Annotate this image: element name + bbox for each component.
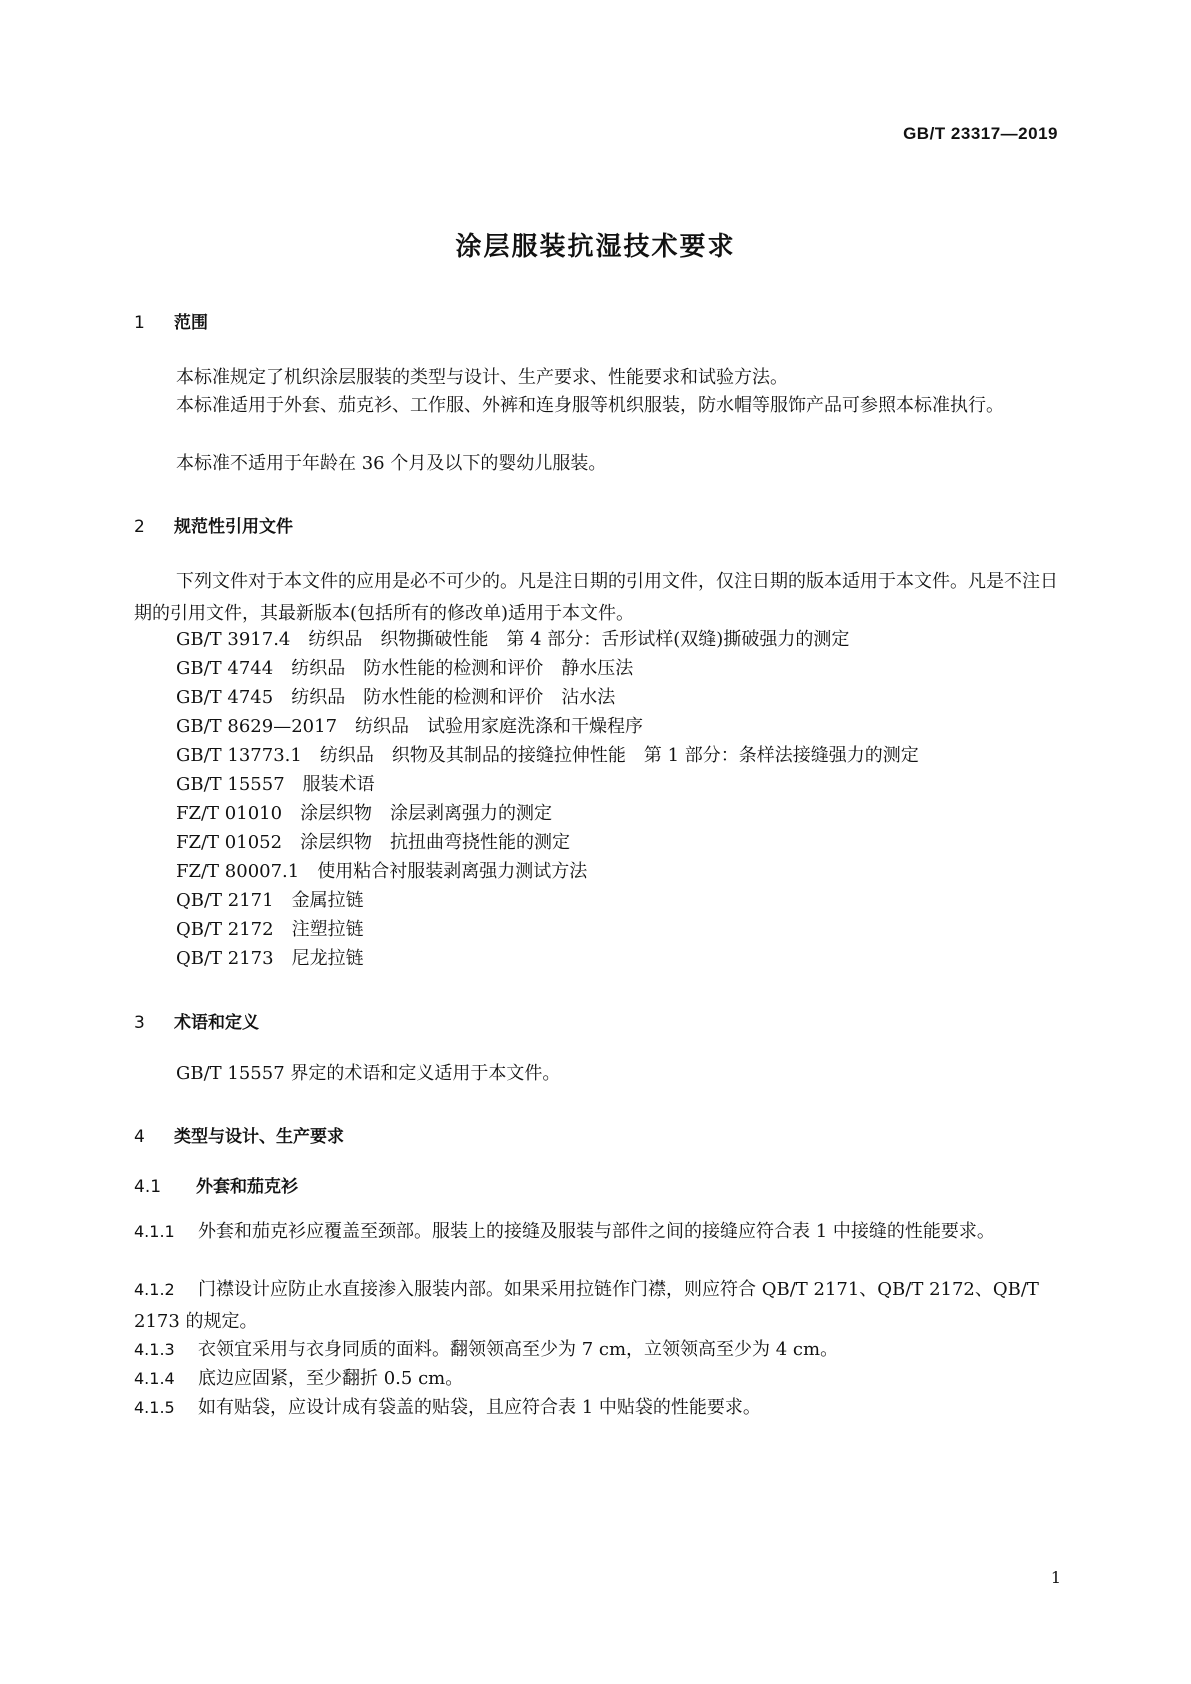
document-title: 涂层服装抗湿技术要求 (455, 232, 736, 262)
section-title: 类型与设计、生产要求 (174, 1127, 344, 1147)
reference-item (176, 740, 919, 772)
clause-number: 4.1.5 (134, 1398, 175, 1417)
reference-title: 纺织品 防水性能的检测和评价 沾水法 (291, 687, 616, 708)
reference-title: 涂层织物 涂层剥离强力的测定 (300, 803, 553, 824)
scope-paragraph-2: 本标准适用于外套、茄克衫、工作服、外裤和连身服等机织服装，防水帽等服饰产品可参照本标准执行。 (176, 395, 1004, 416)
reference-code: QB/T 2172 (176, 919, 274, 940)
clause-text: 外套和茄克衫应覆盖至颈部。服装上的接缝及服装与部件之间的接缝应符合表 1 中接缝的性能要求。 (198, 1221, 995, 1242)
terms-paragraph: GB/T 15557 界定的术语和定义适用于本文件。 (176, 1063, 561, 1084)
clause-text: 衣领宜采用与衣身同质的面料。翻领领高至少为 7 cm，立领领高至少为 4 cm。 (198, 1339, 839, 1360)
subsection-number: 4.1 (134, 1177, 162, 1197)
reference-title: 服装术语 (302, 774, 375, 795)
section-title: 术语和定义 (174, 1013, 259, 1033)
reference-code: FZ/T 80007.1 (176, 861, 300, 882)
section-number: 4 (134, 1127, 145, 1147)
reference-code: FZ/T 01052 (176, 832, 283, 853)
reference-item (176, 798, 552, 830)
clause-number: 4.1.2 (134, 1280, 175, 1299)
section-2-heading (134, 512, 293, 537)
reference-item (176, 682, 615, 714)
clause-text: 如有贴袋，应设计成有袋盖的贴袋，且应符合表 1 中贴袋的性能要求。 (198, 1397, 761, 1418)
reference-item (176, 856, 587, 888)
clause-4-1-4 (134, 1363, 1058, 1395)
section-number: 1 (134, 313, 145, 333)
scope-paragraph-1: 本标准规定了机织涂层服装的类型与设计、生产要求、性能要求和试验方法。 (176, 367, 788, 388)
section-title: 规范性引用文件 (174, 517, 293, 537)
reference-code: GB/T 13773.1 (176, 745, 302, 766)
reference-title: 涂层织物 抗扭曲弯挠性能的测定 (300, 832, 571, 853)
reference-title: 纺织品 试验用家庭洗涤和干燥程序 (355, 716, 644, 737)
reference-item (176, 914, 364, 946)
reference-item (176, 769, 375, 801)
clause-number: 4.1.3 (134, 1340, 175, 1359)
reference-title: 纺织品 织物撕破性能 第 4 部分：舌形试样(双缝)撕破强力的测定 (308, 629, 850, 650)
reference-code: FZ/T 01010 (176, 803, 283, 824)
clause-4-1-1 (134, 1216, 1058, 1248)
page-number: 1 (1050, 1568, 1061, 1587)
clause-text: 底边应固紧，至少翻折 0.5 cm。 (198, 1368, 464, 1389)
section-1-heading (134, 308, 208, 333)
references-intro: 下列文件对于本文件的应用是必不可少的。凡是注日期的引用文件，仅注日期的版本适用于本文件。凡是不注日期的引用文件，其最新版本(包括所有的修改单)适用于本文件。 (134, 571, 1058, 624)
reference-item (176, 711, 643, 743)
reference-code: GB/T 15557 (176, 774, 285, 795)
reference-item (176, 827, 570, 859)
reference-code: QB/T 2173 (176, 948, 274, 969)
section-4-heading (134, 1122, 344, 1147)
reference-title: 尼龙拉链 (291, 948, 364, 969)
clause-4-1-5 (134, 1392, 1058, 1424)
reference-title: 金属拉链 (291, 890, 364, 911)
reference-item (176, 885, 364, 917)
section-number: 3 (134, 1013, 145, 1033)
clause-4-1-2 (134, 1274, 1058, 1338)
subsection-title: 外套和茄克衫 (196, 1177, 298, 1197)
clause-number: 4.1.4 (134, 1369, 175, 1388)
standard-code: GB/T 23317—2019 (903, 124, 1058, 143)
clause-text: 门襟设计应防止水直接渗入服装内部。如果采用拉链作门襟，则应符合 QB/T 2171、QB/T 2172、QB/T 2173 的规定。 (134, 1279, 1039, 1332)
section-number: 2 (134, 517, 145, 537)
reference-item (176, 653, 633, 685)
reference-title: 纺织品 防水性能的检测和评价 静水压法 (291, 658, 634, 679)
section-title: 范围 (174, 313, 208, 333)
reference-title: 纺织品 织物及其制品的接缝拉伸性能 第 1 部分：条样法接缝强力的测定 (319, 745, 919, 766)
reference-item (176, 943, 364, 975)
section-3-heading (134, 1008, 259, 1033)
reference-code: GB/T 4745 (176, 687, 274, 708)
reference-code: GB/T 4744 (176, 658, 274, 679)
reference-title: 注塑拉链 (291, 919, 364, 940)
reference-title: 使用粘合衬服装剥离强力测试方法 (317, 861, 588, 882)
clause-number: 4.1.1 (134, 1222, 175, 1241)
reference-code: GB/T 3917.4 (176, 629, 291, 650)
subsection-4-1-heading (134, 1172, 298, 1197)
clause-4-1-3 (134, 1334, 1058, 1366)
reference-code: QB/T 2171 (176, 890, 274, 911)
reference-code: GB/T 8629—2017 (176, 716, 338, 737)
reference-item (176, 624, 849, 656)
scope-paragraph-3: 本标准不适用于年龄在 36 个月及以下的婴幼儿服装。 (176, 453, 607, 474)
